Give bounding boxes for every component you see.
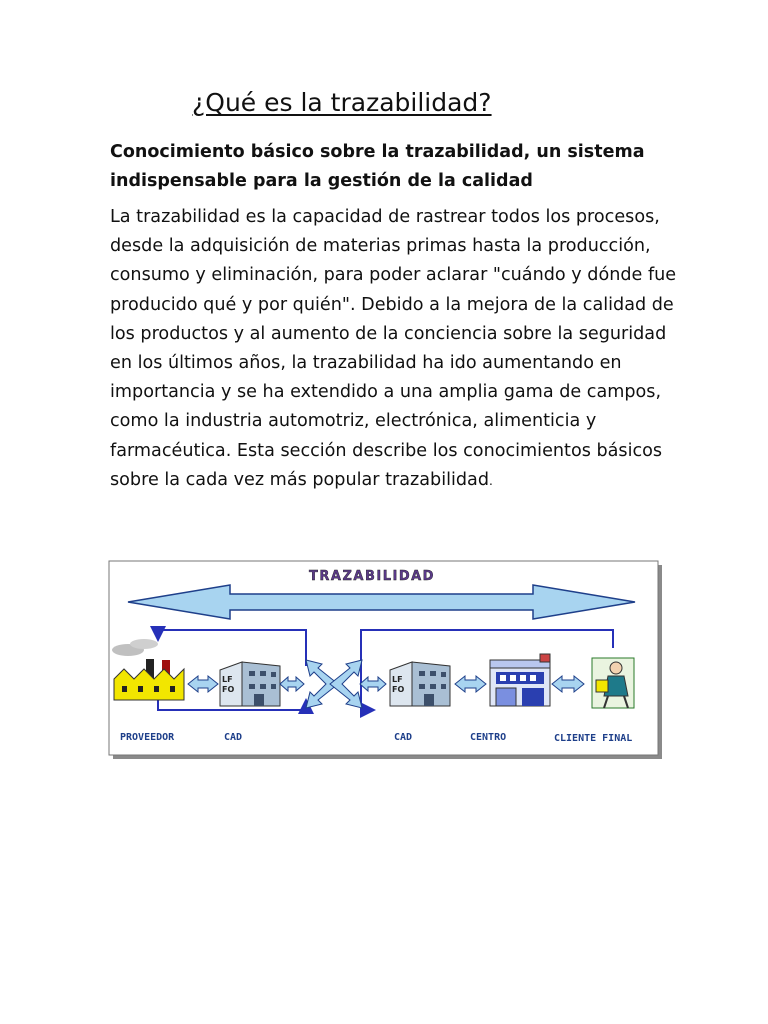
svg-text:LF: LF [222, 675, 233, 684]
label-cad-1: CAD [224, 732, 243, 743]
svg-text:FO: FO [222, 685, 235, 694]
label-cad-2: CAD [394, 732, 413, 743]
store-building-icon [490, 654, 550, 706]
body-period: . [489, 473, 493, 488]
label-cliente-final: CLIENTE FINAL [554, 733, 633, 744]
traceability-diagram-svg [108, 560, 663, 760]
warehouse-building-icon-1 [220, 662, 280, 706]
svg-text:FO: FO [392, 685, 405, 694]
warehouse-building-icon-2 [390, 662, 450, 706]
page-title: ¿Qué es la trazabilidad? [192, 88, 492, 117]
body-paragraph [110, 203, 680, 496]
svg-text:LF: LF [392, 675, 403, 684]
customer-person-icon [592, 658, 634, 708]
diagram-frame [109, 561, 658, 755]
traceability-diagram [108, 560, 663, 760]
body-text: La trazabilidad es la capacidad de rastrear todos los procesos, desde la adquisición de materias primas hasta la producción, consumo y eliminación, para poder aclarar "cuándo y dónde fue producido qué y por quién". Debido a la mejora de la calidad de los productos y al aumento de la conciencia sobre la seguridad en los últimos años, la trazabilidad ha ido aumentando en importancia y se ha extendido a una amplia gama de campos, como la industria automotriz, electrónica, alimenticia y farmacéutica. Esta sección describe los conocimientos básicos sobre la cada vez más popular trazabilidad [110, 207, 677, 490]
label-centro: CENTRO [470, 732, 507, 743]
diagram-title: TRAZABILIDAD [309, 569, 435, 584]
label-proveedor: PROVEEDOR [120, 732, 175, 743]
subtitle: Conocimiento básico sobre la trazabilidad, un sistema indispensable para la gestión de la calidad [110, 142, 645, 191]
